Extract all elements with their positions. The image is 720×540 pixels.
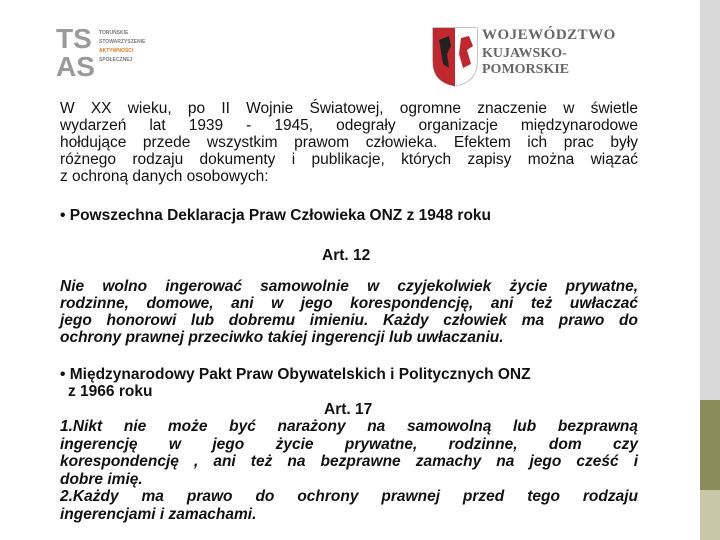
- intro-line: różnego rodzaju dokumenty i publikacje, których zapisy można wiązać: [60, 151, 638, 168]
- quote-line: korespondencję , ani też na bezprawne zamachy na jego cześć i: [60, 453, 638, 470]
- bullet-udhr: • Powszechna Deklaracja Praw Człowieka ONZ z 1948 roku: [60, 207, 491, 224]
- intro-paragraph: [60, 100, 638, 185]
- intro-line: wydarzeń lat 1939 - 1945, odegrały organizacje międzynarodowe: [60, 117, 638, 134]
- article-17-text: [60, 418, 638, 523]
- voivodeship-logo: [427, 20, 647, 92]
- bullet-line: • Międzynarodowy Pakt Praw Obywatelskich i Politycznych ONZ: [60, 366, 531, 383]
- quote-line: dobre imię.: [60, 470, 143, 488]
- intro-line: z ochroną danych osobowych:: [60, 168, 269, 185]
- quote-line: ochrony prawnej przeciwko takiej ingerencji lub uwłaczaniu.: [60, 329, 504, 346]
- logo-line-3: AKTYWNOŚCI: [99, 48, 134, 54]
- sidebar-band-olive: [700, 400, 720, 490]
- logo-line-2: STOWARZYSZENIE: [99, 39, 146, 45]
- quote-line: ingerencjami i zamachami.: [60, 505, 257, 523]
- intro-line: hołdujące przede wszystkim prawom człowieka. Efektem ich prac były: [60, 134, 638, 151]
- bullet-line: z 1966 roku: [68, 383, 153, 400]
- intro-line: W XX wieku, po II Wojnie Światowej, ogromne znaczenie w świetle: [60, 100, 638, 117]
- voivodeship-line-1: WOJEWÓDZTWO: [482, 27, 616, 43]
- bullet-iccpr: [60, 366, 638, 400]
- quote-line: ingerencję w jego życie prywatne, rodzinne, dom czy: [60, 435, 638, 453]
- sidebar-band-light: [700, 490, 720, 540]
- quote-line: 1.Nikt nie może być narażony na samowolną lub bezprawną: [60, 418, 638, 435]
- quote-line: 2.Każdy ma prawo do ochrony prawnej przed tego rodzaju: [60, 488, 638, 505]
- logo-line-1: TORUŃSKIE: [99, 30, 129, 36]
- quote-line: rodzinne, domowe, ani w jego korespondencję, ani też uwłaczać: [60, 295, 638, 312]
- logo-letters-top: TS: [56, 23, 92, 54]
- quote-line: Nie wolno ingerować samowolnie w czyjekolwiek życie prywatne,: [60, 278, 638, 295]
- quote-line: jego honorowi lub dobremu imieniu. Każdy człowiek ma prawo do: [60, 312, 638, 329]
- article-12-heading: Art. 12: [322, 247, 371, 264]
- voivodeship-line-2: KUJAWSKO-POMORSKIE: [482, 46, 570, 77]
- voivodeship-name: [482, 27, 647, 78]
- article-12-text: [60, 278, 638, 346]
- tsas-logo: [56, 24, 166, 82]
- sidebar-band-gray: [700, 0, 720, 400]
- logo-letters-bottom: AS: [56, 51, 95, 82]
- crest-icon: [429, 24, 481, 88]
- article-17-heading: Art. 17: [324, 401, 373, 418]
- logo-line-4: SPOŁECZNEJ: [99, 57, 133, 63]
